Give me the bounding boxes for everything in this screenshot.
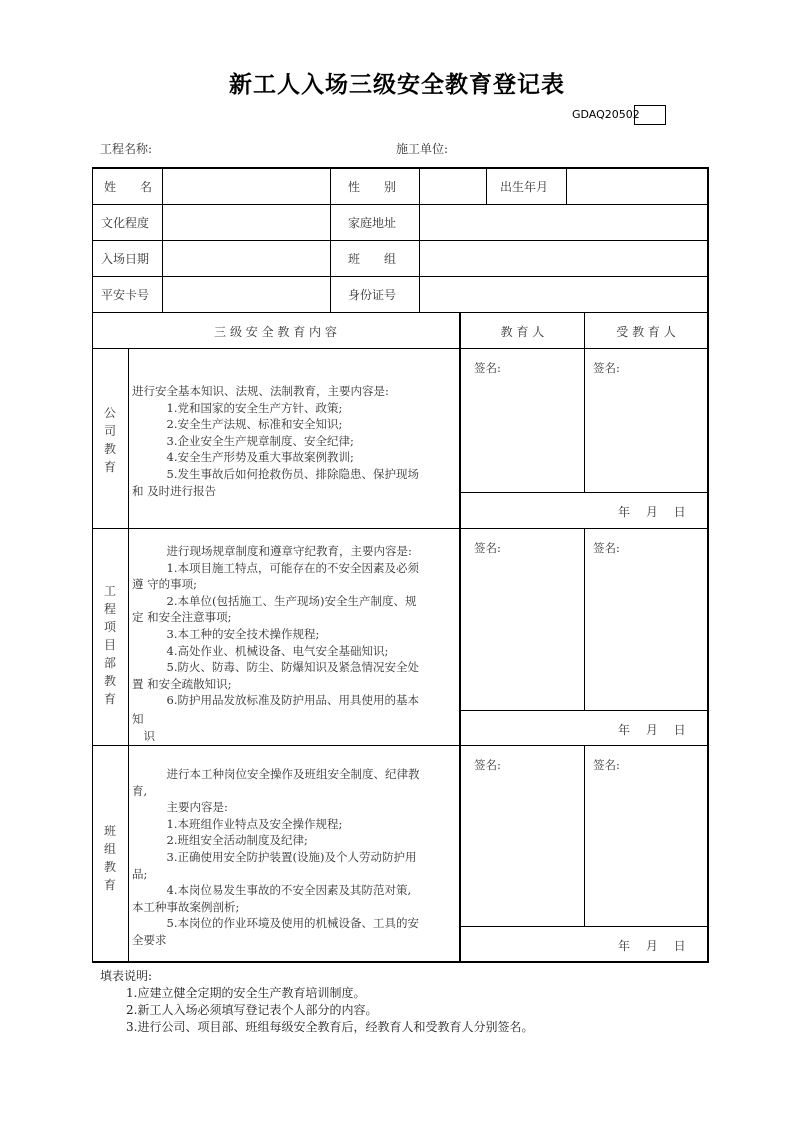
entry-date-field[interactable] [164, 244, 328, 274]
team-education-content: 进行本工种岗位安全操作及班组安全制度、纪律教 育, 主要内容是: 1.本班组作业特点及安全操作规程; 2.班组安全活动制度及纪律; 3.正确使用安全防护装置(设施)及个人劳动防护用 品; 4.本岗位易发生事故的不安全因素及其防范对策, 本工种事故案例剖析; 5.本岗位的作业环境及使用的机械设备、工具的安 全要求 [132, 767, 420, 947]
project-name-label: 工程名称: [100, 142, 153, 156]
form-code: GDAQ20502 [572, 108, 640, 121]
education-field[interactable] [164, 208, 328, 238]
team-trainee-signature[interactable]: 签名: [593, 758, 620, 772]
company-trainee-signature[interactable]: 签名: [593, 361, 620, 375]
name-field[interactable] [164, 172, 328, 202]
note-item: 3.进行公司、项目部、班组每级安全教育后，经教育人和受教育人分别签名。 [126, 1020, 534, 1034]
educator-header: 教 育 人 [500, 325, 545, 339]
id-field[interactable] [421, 280, 705, 310]
note-item: 2.新工人入场必须填写登记表个人部分的内容。 [126, 1003, 378, 1017]
team-date[interactable]: 年 月 日 [618, 939, 686, 953]
address-label: 家庭地址 [348, 216, 397, 230]
project-education-label: 工 程 项 目 部 教 育 [103, 584, 116, 706]
notes-heading: 填表说明: [100, 969, 153, 983]
safety-card-label: 平安卡号 [101, 288, 150, 302]
project-educator-signature[interactable]: 签名: [474, 541, 501, 555]
company-date[interactable]: 年 月 日 [618, 505, 686, 519]
gender-field[interactable] [421, 172, 484, 202]
form-code-box[interactable] [634, 105, 666, 125]
education-label: 文化程度 [101, 216, 150, 230]
content-header: 三 级 安 全 教 育 内 容 [214, 325, 337, 339]
project-education-content: 进行现场规章制度和遵章守纪教育，主要内容是: 1.本项目施工特点，可能存在的不安全因素及必须 遵 守的事项; 2.本单位(包括施工、生产现场)安全生产制度、规 定 和安全注意事项; 3.本工种的安全技术操作规程; 4.高处作业、机械设备、电气安全基础知识; 5.防火、防毒、防尘、防爆知识及紧急情况安全处 置 和安全疏散知识; 6.防护用品发放标准及防护用品、用具使用的基本 知 识 [132, 544, 419, 743]
trainee-header: 受 教 育 人 [616, 325, 676, 339]
address-field[interactable] [421, 208, 705, 238]
company-education-content: 进行安全基本知识、法规、法制教育，主要内容是: 1.党和国家的安全生产方针、政策; 2.安全生产法规、标准和安全知识; 3.企业安全生产规章制度、安全纪律; 4.安全生产形势及重大事故案例教训; 5.发生事故后如何抢救伤员、排除隐患、保护现场 和 及时进行报告 [132, 384, 419, 498]
name-label: 姓 名 [104, 180, 153, 194]
birth-label: 出生年月 [500, 180, 549, 194]
project-trainee-signature[interactable]: 签名: [593, 541, 620, 555]
safety-card-field[interactable] [164, 280, 328, 310]
form-title: 新工人入场三级安全教育登记表 [229, 72, 565, 98]
id-label: 身份证号 [348, 288, 397, 302]
note-item: 1.应建立健全定期的安全生产教育培训制度。 [126, 986, 366, 1000]
team-label: 班 组 [348, 252, 397, 266]
team-educator-signature[interactable]: 签名: [474, 758, 501, 772]
project-date[interactable]: 年 月 日 [618, 723, 686, 737]
contractor-label: 施工单位: [396, 142, 449, 156]
company-education-label: 公 司 教 育 [103, 406, 116, 474]
company-educator-signature[interactable]: 签名: [474, 361, 501, 375]
team-education-label: 班 组 教 育 [103, 824, 116, 892]
form-notes [100, 968, 533, 1036]
entry-date-label: 入场日期 [101, 252, 150, 266]
birth-field[interactable] [568, 172, 704, 202]
gender-label: 性 别 [348, 180, 397, 194]
team-field[interactable] [421, 244, 705, 274]
